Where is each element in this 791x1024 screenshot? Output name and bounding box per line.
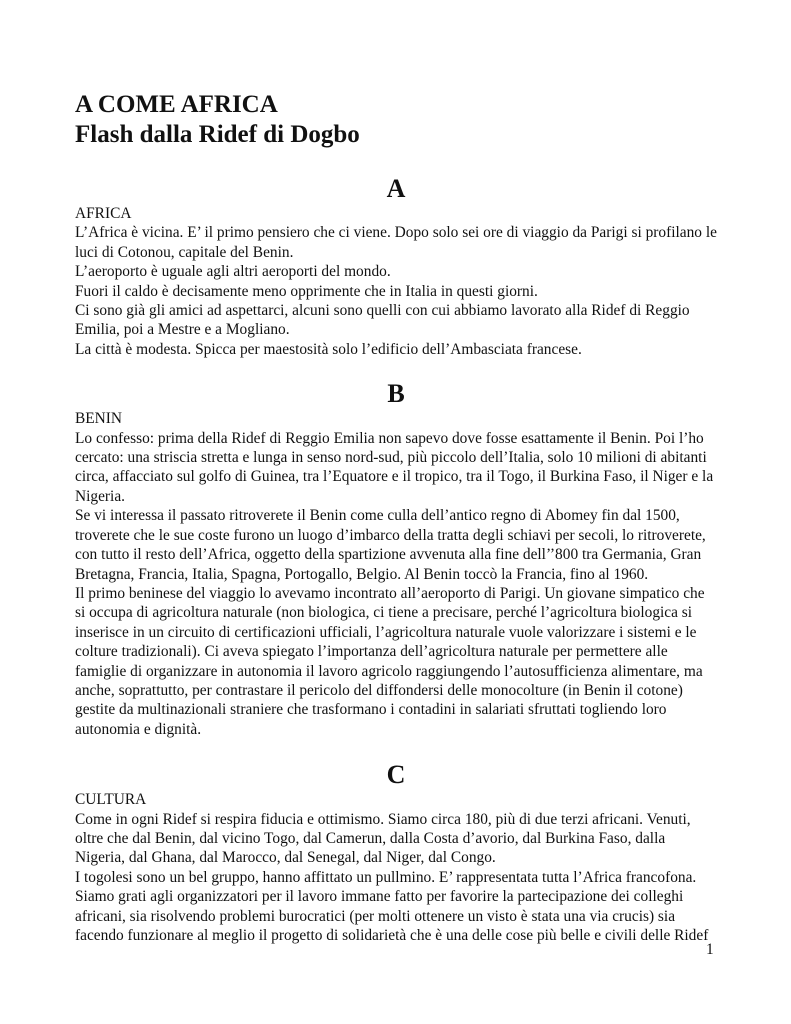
section-letter: A [386, 174, 406, 203]
paragraph: Fuori il caldo è decisamente meno opprimente che in Italia in questi giorni. [75, 282, 538, 300]
section-b [75, 379, 717, 739]
section-heading: AFRICA [75, 205, 132, 222]
paragraph: L’Africa è vicina. E’ il primo pensiero che ci viene. Dopo solo sei ore di viaggio da Parigi si profilano le luci di Cotonou, capitale del Benin. [75, 224, 717, 261]
document-title [75, 90, 717, 150]
paragraph: Il primo beninese del viaggio lo avevamo incontrato all’aeroporto di Parigi. Un giovane simpatico che si occupa di agricoltura naturale (non biologica, ci tiene a precisare, perché l’agricoltura biologica si inserisce in un circuito di certificazioni ufficiali, l’agricoltura naturale vuole valorizzare i sistemi e le colture tradizionali). Ci aveva spiegato l’importanza dell’agricoltura naturale per permettere alle famiglie di organizzare in autonomia il lavoro agricolo raggiungendo l’autosufficienza alimentare, ma anche, soprattutto, per contrastare il pericolo del diffondersi delle monocolture (in Benin il cotone) gestite da multinazionali straniere che trasformano i contadini in salariati sfruttati togliendo loro autonomia e dignità. [75, 584, 705, 738]
paragraph: Lo confesso: prima della Ridef di Reggio Emilia non sapevo dove fosse esattamente il Benin. Poi l’ho cercato: una striscia stretta e lunga in senso nord-sud, più piccolo dell’Italia, solo 10 milioni di abitanti circa, affacciato sul golfo di Guinea, tra l’Equatore e il tropico, tra il Togo, il Burkina Faso, il Niger e la Nigeria. [75, 429, 714, 505]
paragraph: Ci sono già gli amici ad aspettarci, alcuni sono quelli con cui abbiamo lavorato alla Ridef di Reggio Emilia, poi a Mestre e a Mogliano. [75, 302, 690, 339]
section-letter: C [386, 760, 406, 790]
section-a [75, 174, 717, 359]
paragraph: L’aeroporto è uguale agli altri aeroporti del mondo. [75, 263, 391, 281]
paragraph: La città è modesta. Spicca per maestosità solo l’edificio dell’Ambasciata francese. [75, 340, 582, 358]
paragraph: Come in ogni Ridef si respira fiducia e ottimismo. Siamo circa 180, più di due terzi africani. Venuti, oltre che dal Benin, dal vicino Togo, dal Camerun, dalla Costa d’avorio, dal Burkina Faso, dalla Nigeria, dal Ghana, dal Marocco, dal Senegal, dal Niger, dal Congo. [75, 810, 691, 867]
title-line-1: A COME AFRICA [75, 91, 278, 118]
paragraph: I togolesi sono un bel gruppo, hanno affittato un pullmino. E’ rappresentata tutta l’Africa francofona. Siamo grati agli organizzatori per il lavoro immane fatto per favorire la partecipazione dei colleghi africani, sia risolvendo problemi burocratici (per molti ottenere un visto è stata una via crucis) sia facendo funzionare al meglio il progetto di solidarietà che è una delle cose più belle e civili delle Ridef [75, 868, 709, 944]
page-number: 1 [706, 941, 714, 958]
document-page [75, 90, 717, 945]
section-heading: CULTURA [75, 791, 147, 809]
section-c [75, 760, 717, 945]
paragraph: Se vi interessa il passato ritroverete il Benin come culla dell’antico regno di Abomey fin dal 1500, troverete che le sue coste furono un luogo d’imbarco della tratta degli schiavi per secoli, lo ritroverete, con tutto il resto dell’Africa, oggetto della spartizione avvenuta alla fine dell’’800 tra Germania, Gran Bretagna, Francia, Italia, Spagna, Portogallo, Belgio. Al Benin toccò la Francia, fino al 1960. [75, 507, 706, 583]
title-line-2: Flash dalla Ridef di Dogbo [75, 121, 360, 148]
section-letter: B [387, 379, 405, 409]
section-heading: BENIN [75, 410, 123, 428]
